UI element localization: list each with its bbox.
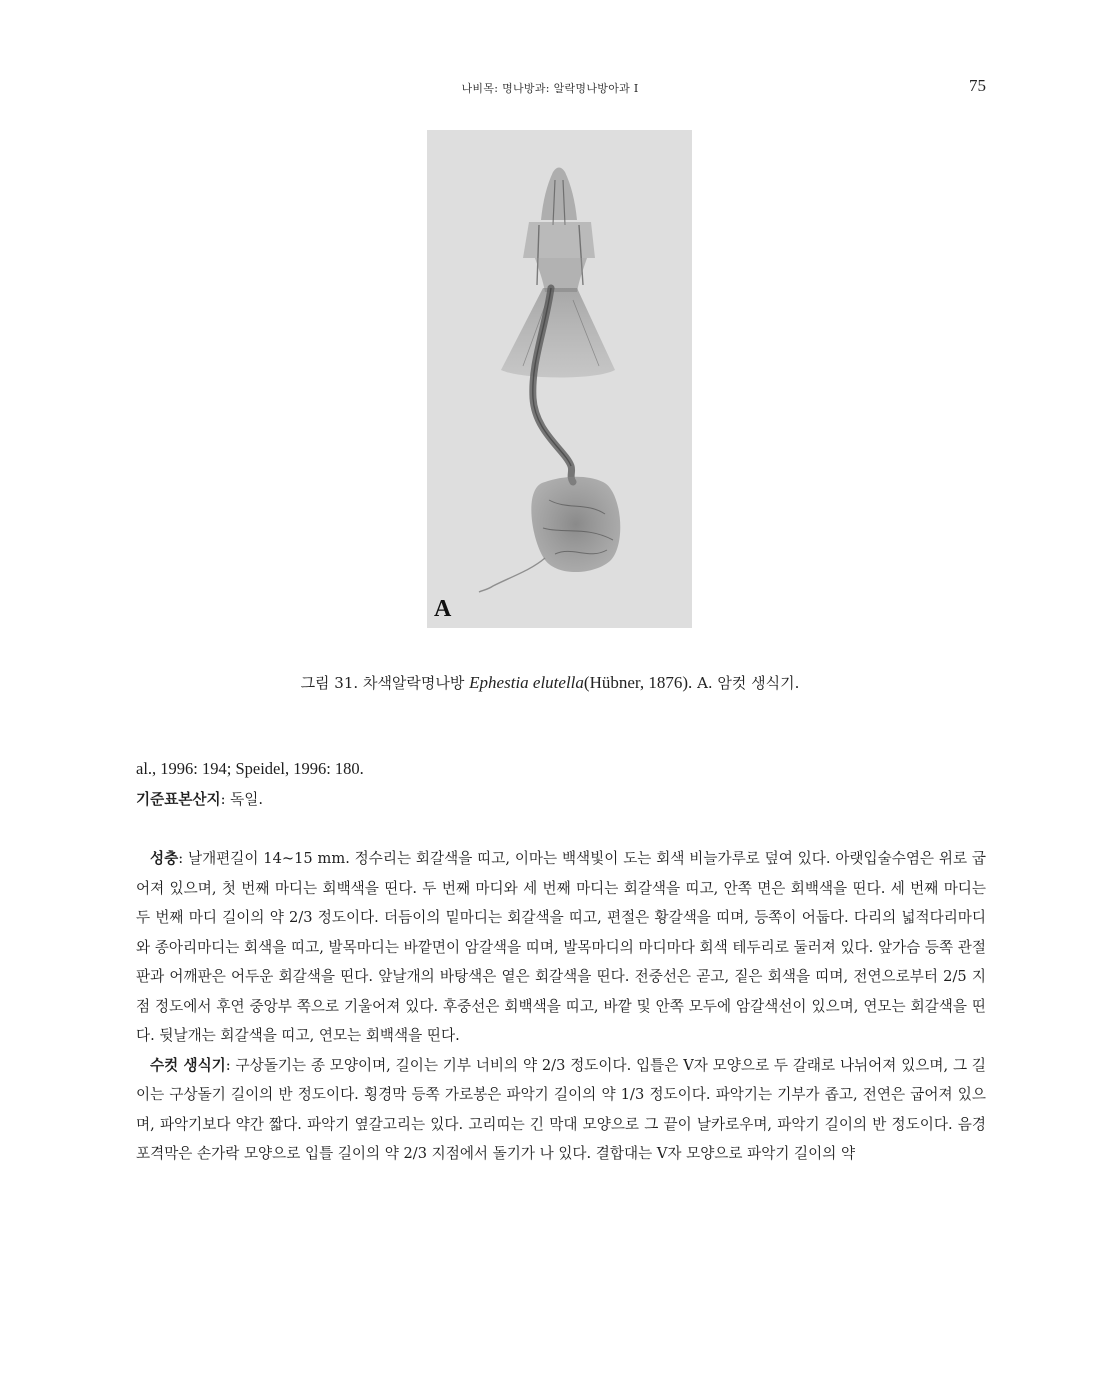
type-locality-value: : 독일. xyxy=(220,790,263,808)
caption-figure-number: 그림 31. xyxy=(300,674,359,692)
adult-description xyxy=(136,844,986,1051)
references-line: al., 1996: 194; Speidel, 1996: 180. xyxy=(136,759,364,778)
male-genitalia-label: 수컷 생식기 xyxy=(150,1056,226,1074)
male-genitalia-text: : 구상돌기는 종 모양이며, 길이는 기부 너비의 약 2/3 정도이다. 입틀은 V자 모양으로 두 갈래로 나뉘어져 있으며, 그 길이는 구상돌기 길이의 반 정도이다. 횡경막 등쪽 가로봉은 파악기 길이의 약 1/3 정도이다. 파악기는 기부가 좁고, 전연은 굽어져 있으며, 파악기보다 약간 짧다. 파악기 옆갈고리는 있다. 고리띠는 긴 막대 모양으로 그 끝이 날카로우며, 파악기 길이의 반 정도이다. 음경포격막은 손가락 모양으로 입틀 길이의 약 2/3 지점에서 돌기가 나 있다. 결합대는 V자 모양으로 파악기 길이의 약 xyxy=(136,1056,986,1162)
running-title: 나비목: 명나방과: 알락명나방아과 I xyxy=(461,82,639,95)
ovipositor-lobes xyxy=(541,168,577,221)
genitalia-specimen-drawing xyxy=(427,130,692,628)
caption-panel-description: A. 암컷 생식기. xyxy=(697,674,800,692)
type-locality xyxy=(136,785,986,815)
figure-panel-label: A xyxy=(434,596,452,622)
segment-8 xyxy=(523,222,595,258)
ductus-seminalis xyxy=(479,558,545,592)
figure-image xyxy=(427,130,692,628)
body-text xyxy=(136,754,986,1169)
adult-text: : 날개편길이 14~15 mm. 정수리는 회갈색을 띠고, 이마는 백색빛이 도는 회색 비늘가루로 덮여 있다. 아랫입술수염은 위로 굽어져 있으며, 첫 번째 마디는 회백색을 띤다. 두 번째 마디와 세 번째 마디는 회갈색을 띠고, 안쪽 면은 회백색을 띤다. 세 번째 마디는 두 번째 마디 길이의 약 2/3 정도이다. 더듬이의 밑마디는 회갈색을 띠고, 편절은 황갈색을 띠며, 등쪽이 어둡다. 다리의 넓적다리마디와 종아리마디는 회색을 띠고, 발목마디는 바깥면이 암갈색을 띠며, 발목마디의 마디마다 회색 테두리로 둘러져 있다. 앞가슴 등쪽 관절판과 어깨판은 어두운 회갈색을 띤다. 앞날개의 바탕색은 옅은 회갈색을 띤다. 전중선은 곧고, 짙은 회색을 띠며, 전연으로부터 2/5 지점 정도에서 후연 중앙부 쪽으로 기울어져 있다. 후중선은 회백색을 띠고, 바깥 및 안쪽 모두에 암갈색선이 있으며, 연모는 회갈색을 띤다. 뒷날개는 회갈색을 띠고, 연모는 회백색을 띤다. xyxy=(136,850,986,1044)
figure-caption xyxy=(0,672,1100,693)
male-genitalia-description xyxy=(136,1051,986,1169)
caption-authority: (Hübner, 1876). xyxy=(583,673,693,692)
caption-scientific-name: Ephestia elutella xyxy=(469,673,584,692)
type-locality-label: 기준표본산지 xyxy=(136,790,221,808)
caption-korean-name: 차색알락명나방 xyxy=(362,674,465,692)
page-number: 75 xyxy=(969,76,986,95)
adult-label: 성충 xyxy=(150,850,179,867)
